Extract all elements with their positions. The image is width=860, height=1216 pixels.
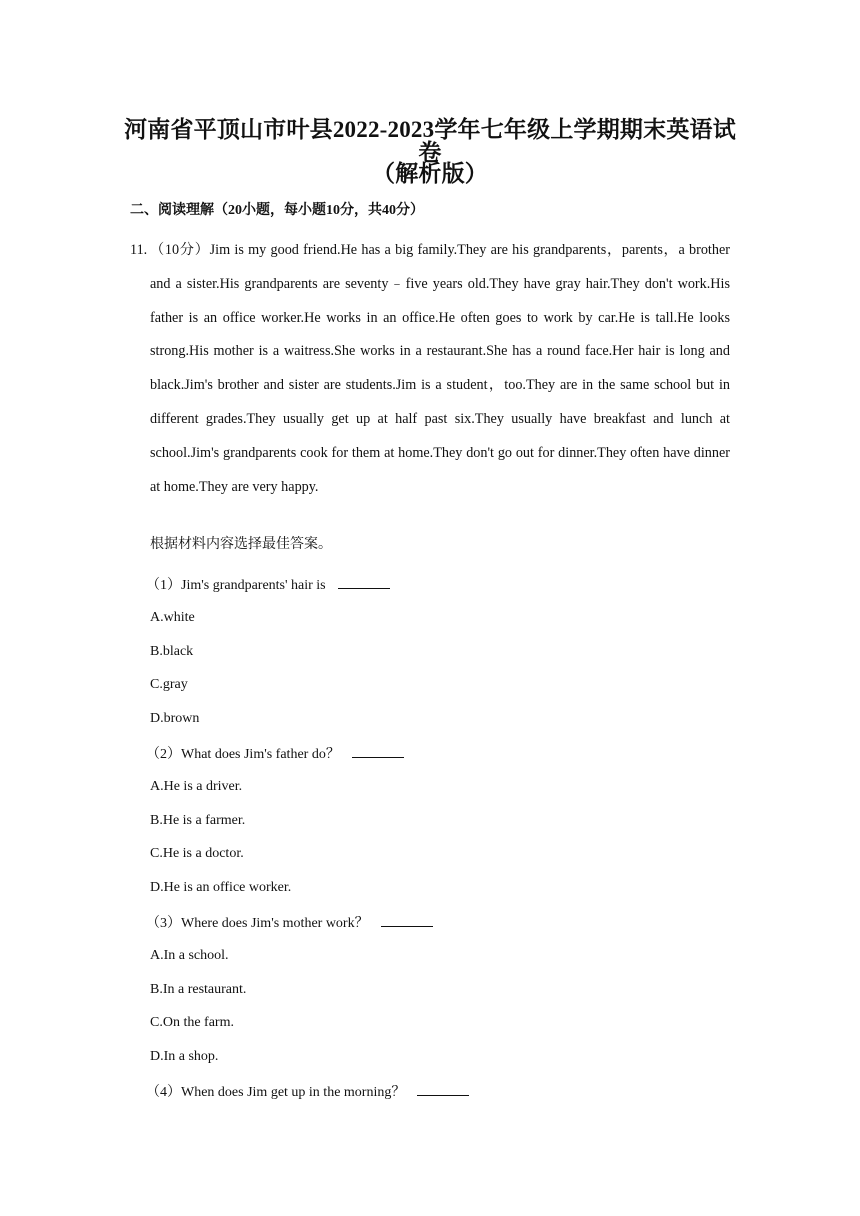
document-subtitle: （解析版） [372,161,488,186]
answer-option: A.He is a driver. [150,778,243,794]
answer-option: C.On the farm. [150,1015,234,1031]
answer-blank [417,1081,469,1096]
document-title: 河南省平顶山市叶县2022-2023学年七年级上学期期末英语试卷 [124,117,736,165]
answer-blank [381,912,433,927]
answer-option: C.He is a doctor. [150,846,244,862]
question-stem-text: （1）Jim's grandparents' hair is [146,578,326,593]
answer-option: A.In a school. [150,947,229,963]
question-number: 11. [130,242,148,258]
passage-text [150,234,730,504]
question-points: （10分） [150,242,210,258]
answer-option: D.brown [150,711,200,727]
question-stem-text: （4）When does Jim get up in the morning？ [146,1084,406,1100]
passage-content: Jim is my good friend.He has a big family.They are his grandparents，parents，a brother and a sister.His grandparents are seventy﹣five years old.They have gray hair.They don't work.His father is an office worker.He works in an office.He often goes to work by car.He is tall.He looks strong.His mother is a waitress.She works in a restaurant.She has a round face.Her hair is long and black.Jim's brother and sister are students.Jim is a student，too.They are in the same school but in different grades.They usually get up at half past six.They usually have breakfast and lunch at school.Jim's grandparents cook for them at home.They don't go out for dinner.They often have dinner at home.They are very happy. [150,242,730,495]
question-stem-text: （2）What does Jim's father do？ [146,746,340,762]
answer-option: A.white [150,609,195,625]
question-stem [146,743,730,777]
answer-option: B.black [150,643,194,659]
question-list [146,574,730,1115]
instruction-text: 根据材料内容选择最佳答案。 [150,537,332,552]
question-stem [146,1081,730,1115]
answer-blank [352,743,404,758]
answer-blank [338,574,390,589]
question-stem [146,912,730,946]
question-stem [146,574,730,608]
answer-option: B.He is a farmer. [150,812,246,828]
section-heading: 二、阅读理解（20小题，每小题10分，共40分） [130,203,424,218]
answer-option: D.In a shop. [150,1049,219,1065]
answer-option: B.In a restaurant. [150,981,247,997]
answer-option: C.gray [150,677,188,693]
question-stem-text: （3）Where does Jim's mother work？ [146,915,369,931]
reading-passage [130,234,730,504]
answer-option: D.He is an office worker. [150,880,292,896]
